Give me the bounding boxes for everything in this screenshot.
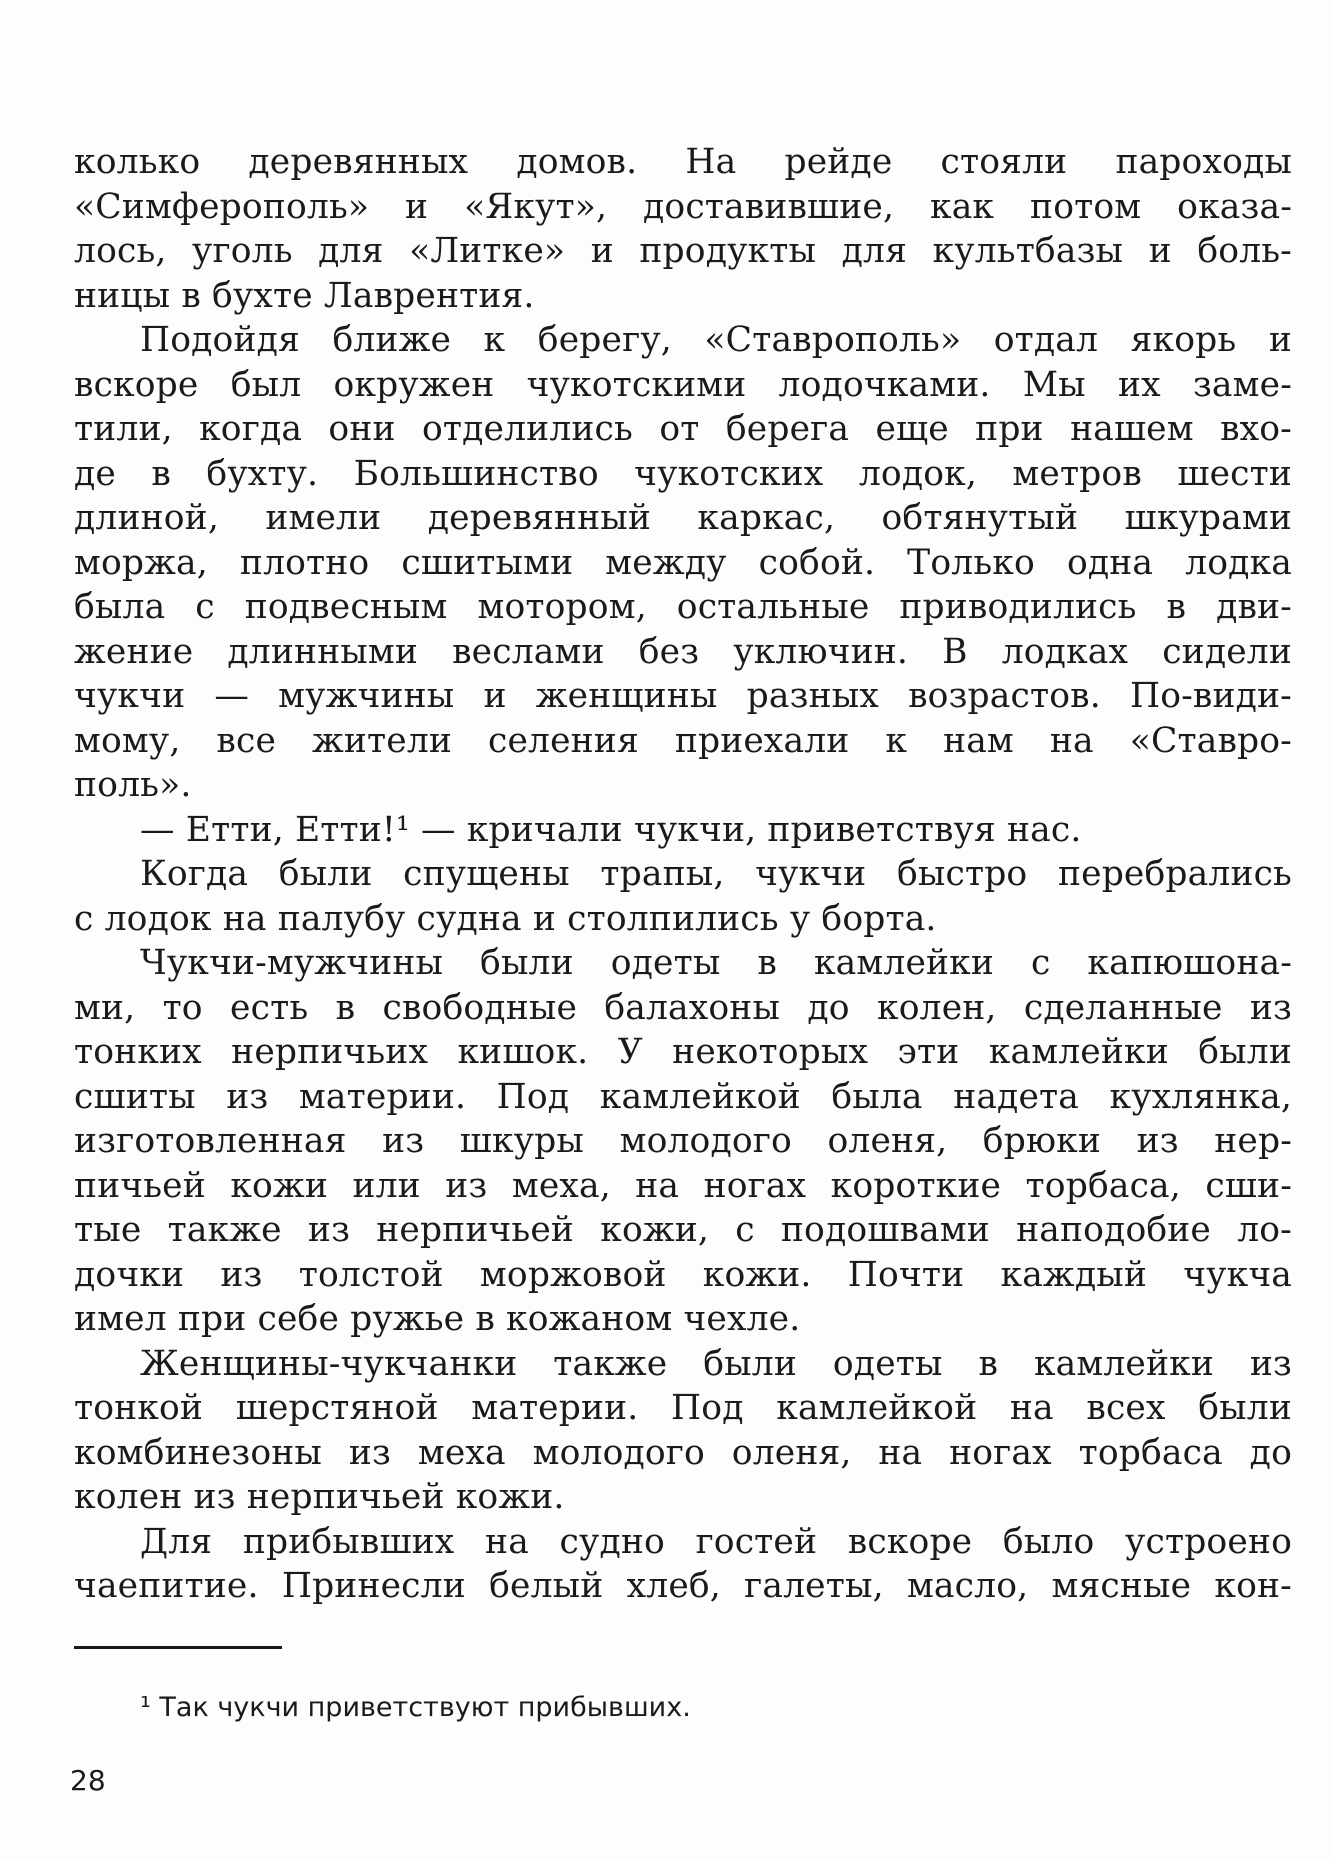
text-line: дочки из толстой моржовой кожи. Почти каждый чукча [74, 1254, 1292, 1295]
text-line: изготовленная из шкуры молодого оленя, брюки из нер- [74, 1121, 1292, 1161]
text-line: Женщины-чукчанки также были одеты в камлейки из [140, 1343, 1292, 1384]
text-line: лось, уголь для «Литке» и продукты для культбазы и боль- [74, 231, 1292, 271]
text-line: колен из нерпичьей кожи. [74, 1477, 565, 1517]
text-line: сшиты из материи. Под камлейкой была надета кухлянка, [74, 1076, 1292, 1117]
footnote-divider [74, 1646, 282, 1649]
text-line: де в бухту. Большинство чукотских лодок, метров шести [74, 453, 1292, 494]
text-line: Когда были спущены трапы, чукчи быстро перебрались [140, 854, 1292, 894]
text-line: длиной, имели деревянный каркас, обтянутый шкурами [74, 498, 1292, 538]
text-line: комбинезоны из меха молодого оленя, на ногах торбаса до [74, 1432, 1292, 1473]
main-text [74, 140, 1292, 1609]
text-line: жение длинными веслами без уключин. В лодках сидели [74, 631, 1292, 672]
text-line: Чукчи-мужчины были одеты в камлейки с капюшона- [140, 943, 1292, 983]
text-line: чаепитие. Принесли белый хлеб, галеты, масло, мясные кон- [74, 1566, 1292, 1606]
text-line: чукчи — мужчины и женщины разных возрастов. По-види- [74, 676, 1292, 716]
text-line: тили, когда они отделились от берега еще при нашем вхо- [74, 409, 1292, 449]
text-line: Подойдя ближе к берегу, «Ставрополь» отдал якорь и [140, 320, 1292, 360]
text-line: была с подвесным мотором, остальные приводились в дви- [74, 587, 1292, 627]
text-line: Для прибывших на судно гостей вскоре было устроено [140, 1521, 1292, 1562]
text-line: мому, все жители селения приехали к нам на «Ставро- [74, 720, 1292, 761]
text-line: имел при себе ружье в кожаном чехле. [74, 1299, 801, 1339]
text-line: ми, то есть в свободные балахоны до колен, сделанные из [74, 987, 1292, 1028]
text-line: вскоре был окружен чукотскими лодочками. Мы их заме- [74, 364, 1292, 405]
text-line: — Етти, Етти!¹ — кричали чукчи, приветствуя нас. [140, 809, 1082, 850]
text-line: с лодок на палубу судна и столпились у борта. [74, 898, 937, 939]
text-line: тонких нерпичьих кишок. У некоторых эти камлейки были [74, 1032, 1292, 1072]
text-line: «Симферополь» и «Якут», доставившие, как потом оказа- [74, 186, 1292, 227]
text-line: колько деревянных домов. На рейде стояли пароходы [74, 142, 1292, 182]
text-line: тые также из нерпичьей кожи, с подошвами наподобие ло- [74, 1210, 1292, 1250]
footnote: ¹ Так чукчи приветствуют прибывших. [140, 1692, 691, 1723]
text-line: ницы в бухте Лаврентия. [74, 275, 535, 316]
text-line: тонкой шерстяной материи. Под камлейкой на всех были [74, 1388, 1292, 1428]
text-line: моржа, плотно сшитыми между собой. Только одна лодка [74, 542, 1292, 583]
page-number: 28 [70, 1764, 106, 1797]
text-line: поль». [74, 765, 192, 805]
text-line: пичьей кожи или из меха, на ногах короткие торбаса, сши- [74, 1165, 1292, 1206]
